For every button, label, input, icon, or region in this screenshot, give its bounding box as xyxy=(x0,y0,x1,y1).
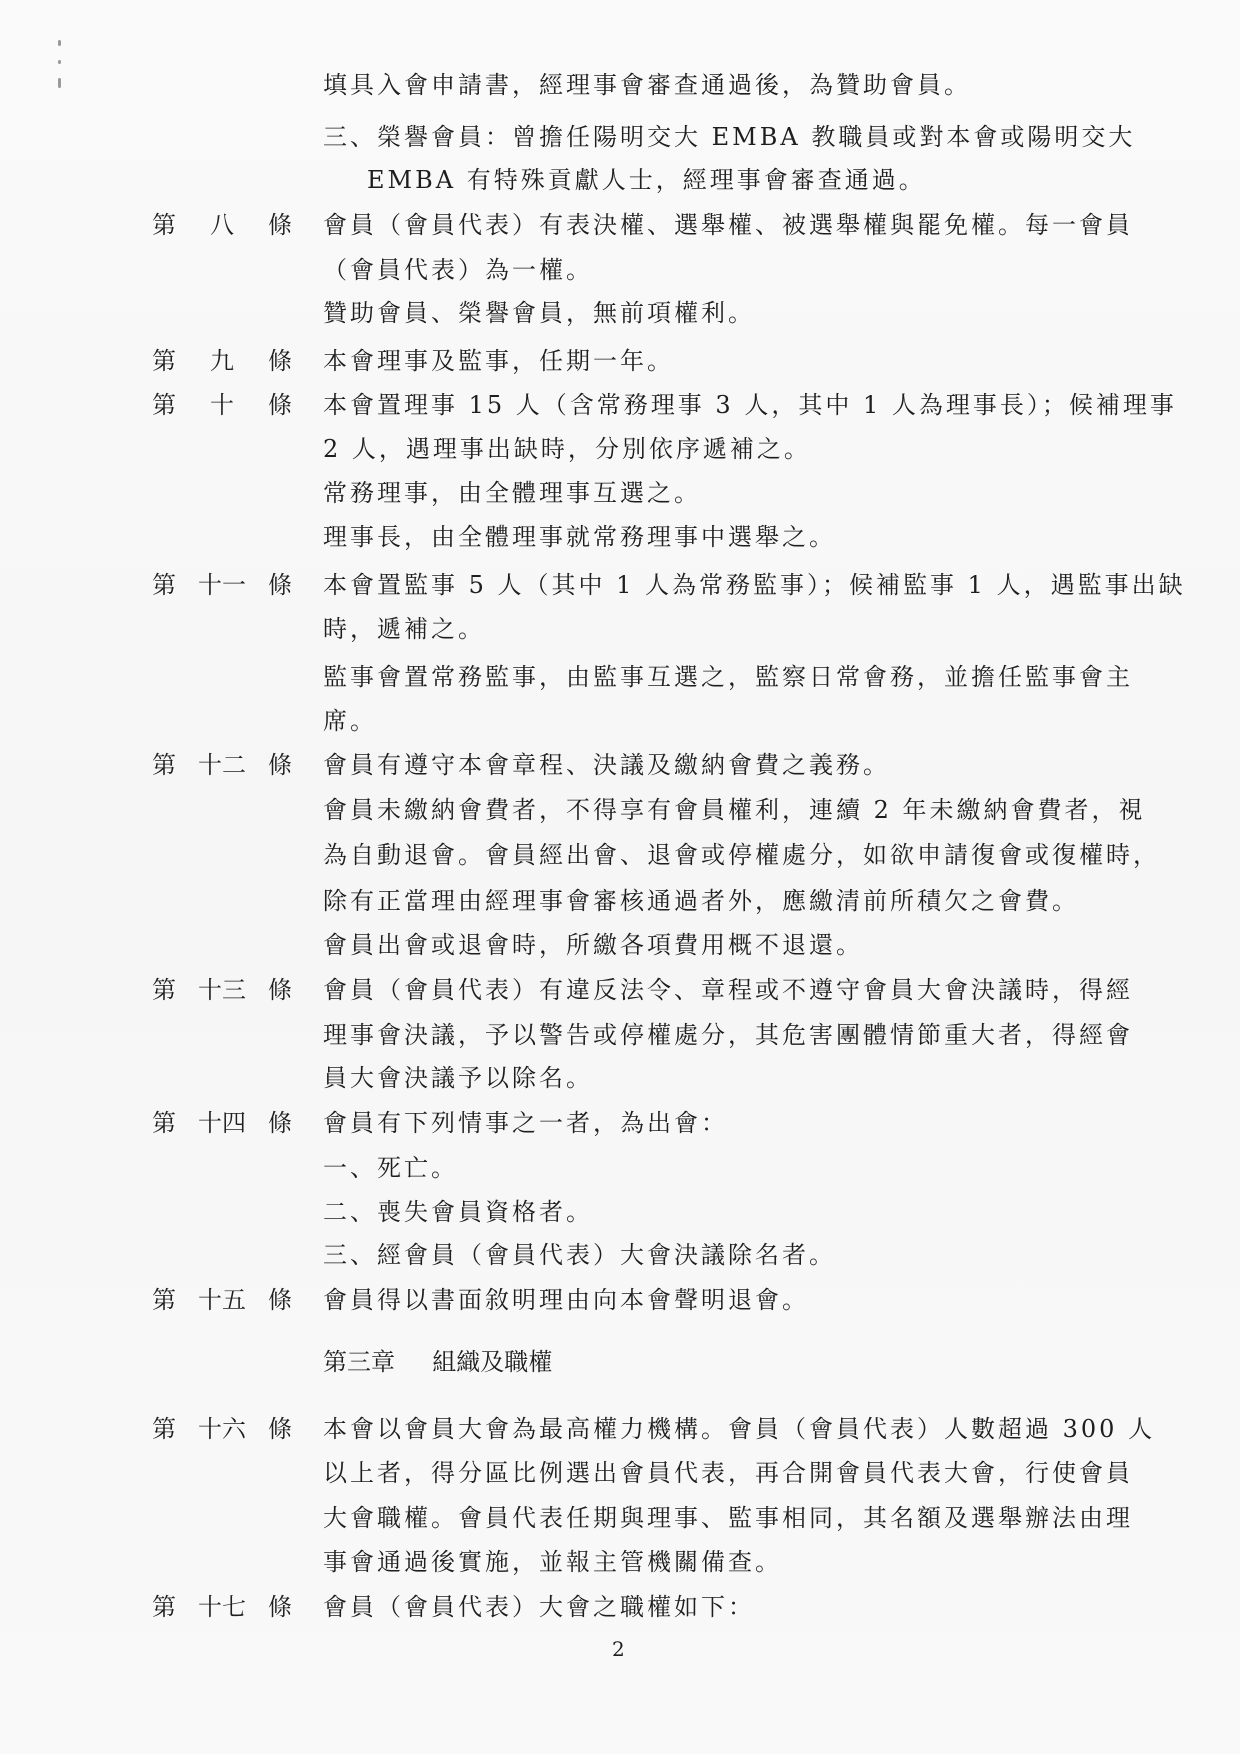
article-number-part: 八 xyxy=(210,211,234,239)
text-line: EMBA 有特殊貢獻人士，經理事會審查通過。 xyxy=(367,166,926,194)
text-line: 以上者，得分區比例選出會員代表，再合開會員代表大會，行使會員 xyxy=(323,1459,1133,1487)
text-line: 本會理事及監事，任期一年。 xyxy=(323,347,674,375)
article-number-part: 十四 xyxy=(198,1109,246,1137)
article-number-part: 第 xyxy=(152,1286,176,1314)
text-line: 事會通過後實施，並報主管機關備查。 xyxy=(323,1548,782,1576)
text-line: （會員代表）為一權。 xyxy=(323,256,593,284)
text-line: 本會置監事 5 人（其中 1 人為常務監事）；候補監事 1 人，遇監事出缺 xyxy=(323,571,1186,599)
article-number xyxy=(152,1414,292,1444)
article-number xyxy=(152,390,292,420)
text-line: 除有正當理由經理事會審核通過者外，應繳清前所積欠之會費。 xyxy=(323,887,1079,915)
article-number xyxy=(152,1592,292,1622)
text-line: 員大會決議予以除名。 xyxy=(323,1064,593,1092)
text-line: 會員（會員代表）有違反法令、章程或不遵守會員大會決議時，得經 xyxy=(323,976,1133,1004)
article-number-part: 條 xyxy=(268,571,292,599)
text-line: 會員（會員代表）有表決權、選舉權、被選舉權與罷免權。每一會員 xyxy=(323,211,1133,239)
text-line: 一、死亡。 xyxy=(323,1154,458,1182)
article-number-part: 條 xyxy=(268,347,292,375)
article-number-part: 第 xyxy=(152,571,176,599)
article-number-part: 第 xyxy=(152,1593,176,1621)
article-number-part: 第 xyxy=(152,211,176,239)
article-number-part: 十七 xyxy=(198,1593,246,1621)
article-number xyxy=(152,570,292,600)
text-line: 理事長，由全體理事就常務理事中選舉之。 xyxy=(323,523,836,551)
article-number-part: 條 xyxy=(268,751,292,779)
article-number-part: 十 xyxy=(210,391,234,419)
article-number-part: 條 xyxy=(268,1593,292,1621)
article-number xyxy=(152,1108,292,1138)
article-number-part: 十二 xyxy=(198,751,246,779)
text-line: 2 人，遇理事出缺時，分別依序遞補之。 xyxy=(323,435,811,463)
chapter-heading xyxy=(323,1347,552,1377)
chapter-title: 第三章 xyxy=(323,1348,395,1376)
text-line: 大會職權。會員代表任期與理事、監事相同，其名額及選舉辦法由理 xyxy=(323,1504,1133,1532)
article-number xyxy=(152,346,292,376)
text-line: 本會置理事 15 人（含常務理事 3 人，其中 1 人為理事長）；候補理事 xyxy=(323,391,1177,419)
article-number-part: 條 xyxy=(268,391,292,419)
text-line: 會員未繳納會費者，不得享有會員權利，連續 2 年未繳納會費者，視 xyxy=(323,796,1146,824)
text-line: 會員有遵守本會章程、決議及繳納會費之義務。 xyxy=(323,751,890,779)
text-line: 贊助會員、榮譽會員，無前項權利。 xyxy=(323,299,755,327)
text-line: 會員有下列情事之一者，為出會： xyxy=(323,1109,728,1137)
text-line: 會員（會員代表）大會之職權如下： xyxy=(323,1593,755,1621)
punch-mark xyxy=(58,60,61,64)
text-line: 三、經會員（會員代表）大會決議除名者。 xyxy=(323,1241,836,1269)
text-line: 二、喪失會員資格者。 xyxy=(323,1198,593,1226)
text-line: 監事會置常務監事，由監事互選之，監察日常會務，並擔任監事會主 xyxy=(323,663,1133,691)
chapter-subtitle: 組織及職權 xyxy=(432,1348,553,1376)
text-line: 會員出會或退會時，所繳各項費用概不退還。 xyxy=(323,931,863,959)
text-line: 席。 xyxy=(323,707,377,735)
text-line: 為自動退會。會員經出會、退會或停權處分，如欲申請復會或復權時， xyxy=(323,841,1160,869)
article-number-part: 第 xyxy=(152,1109,176,1137)
text-line: 本會以會員大會為最高權力機構。會員（會員代表）人數超過 300 人 xyxy=(323,1415,1156,1443)
article-number-part: 第 xyxy=(152,347,176,375)
article-number xyxy=(152,1285,292,1315)
article-number-part: 條 xyxy=(268,1286,292,1314)
article-number-part: 十六 xyxy=(198,1415,246,1443)
page-number: 2 xyxy=(612,1637,625,1661)
text-line: 會員得以書面敘明理由向本會聲明退會。 xyxy=(323,1286,809,1314)
article-number xyxy=(152,210,292,240)
article-number-part: 第 xyxy=(152,391,176,419)
text-line: 填具入會申請書，經理事會審查通過後，為贊助會員。 xyxy=(323,71,971,99)
text-line: 理事會決議，予以警告或停權處分，其危害團體情節重大者，得經會 xyxy=(323,1021,1133,1049)
article-number-part: 條 xyxy=(268,1415,292,1443)
article-number-part: 條 xyxy=(268,976,292,1004)
text-line: 常務理事，由全體理事互選之。 xyxy=(323,479,701,507)
article-number-part: 十一 xyxy=(198,571,246,599)
article-number-part: 第 xyxy=(152,751,176,779)
article-number-part: 九 xyxy=(210,347,234,375)
article-number-part: 第 xyxy=(152,976,176,1004)
punch-mark xyxy=(58,40,61,46)
article-number-part: 條 xyxy=(268,1109,292,1137)
article-number xyxy=(152,975,292,1005)
article-number-part: 十五 xyxy=(198,1286,246,1314)
article-number xyxy=(152,750,292,780)
punch-mark xyxy=(58,78,61,88)
article-number-part: 十三 xyxy=(198,976,246,1004)
article-number-part: 第 xyxy=(152,1415,176,1443)
text-line: 三、榮譽會員：曾擔任陽明交大 EMBA 教職員或對本會或陽明交大 xyxy=(323,123,1136,151)
text-line: 時，遞補之。 xyxy=(323,615,485,643)
article-number-part: 條 xyxy=(268,211,292,239)
